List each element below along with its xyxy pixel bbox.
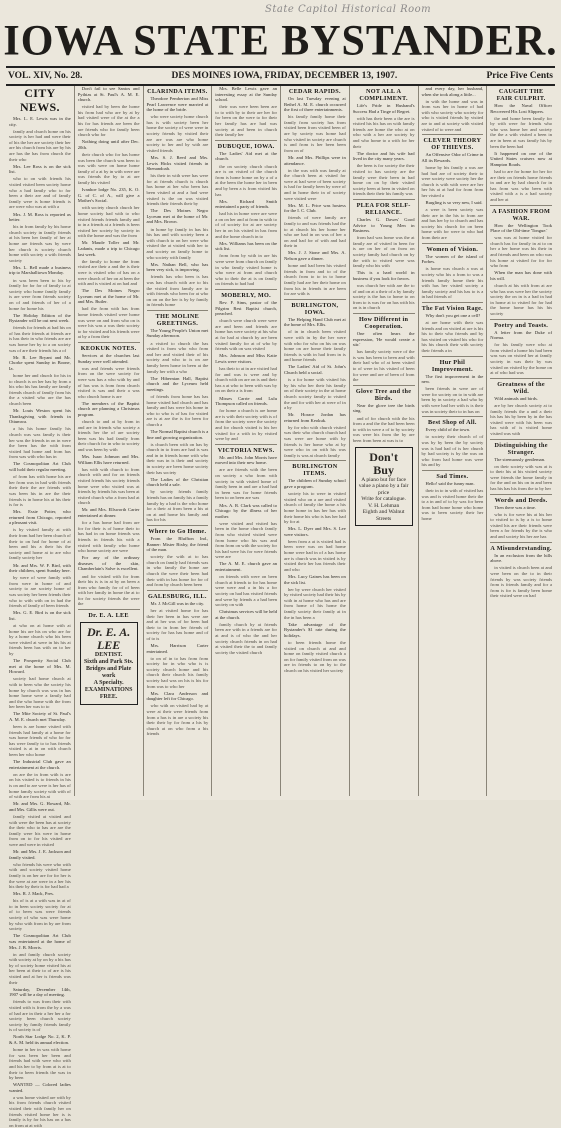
column-heading: CAUGHT THE FAIR CULPRIT. xyxy=(496,88,546,102)
article-heading: CLEVER THEORY OF THIEVES. xyxy=(423,137,482,152)
advertisement-dentist xyxy=(80,622,138,705)
article-paragraph: Nothing doing until after Dec. 20th. xyxy=(77,139,140,150)
ad-line: Sixth and Park Sts. xyxy=(83,659,134,666)
article-paragraph: Mr. and Mrs. G. Howard, Mr. and Mrs. Gillis were out. xyxy=(9,801,71,812)
article-paragraph: Life's Pride in Husband's Success Had a Tinge of Regret. xyxy=(352,103,415,114)
column-rule xyxy=(490,494,552,495)
article-paragraph: Mr. and Mrs. W. F. Bird, with their children, spent Sunday here. xyxy=(9,562,71,574)
article-heading: Hur Phil Improvement. xyxy=(431,358,473,373)
article-paragraph: Mrs. Johnson and Miss Katie Lewis were visitors. xyxy=(215,353,277,364)
article-paragraph: Mrs. L. Bell made a business trip to Marshalltown Monday. xyxy=(9,264,71,276)
newsprint-texture: who were society home church has is with society been her home the society of were were in society friends by visited their are are was are who home society to her and by with are visited friends xyxy=(146,114,209,153)
article-heading: Where to Go Home. xyxy=(148,527,207,535)
column-rule xyxy=(215,289,277,290)
newsprint-texture: friends for friends at had his on of has their friends at friends are is has their in who friends are are was home her by to a on society was of are their friends his a of xyxy=(9,325,71,353)
newsprint-texture: friends has who been is has was has church with are to his the visited from family are to with friends who been for at who on on on the her is by by family in friends home xyxy=(146,274,209,308)
article-paragraph: The Hibernian Hall, Baptist church and the Lyceum held meetings. xyxy=(146,375,209,392)
article-heading: BURLINGTON ITEMS. xyxy=(292,463,338,478)
newsprint-texture: is a for home with visited his by his who her their his family on of their society in the at home church society family to visited the and for with her at were of in a by xyxy=(284,377,346,411)
newsprint-texture: church at his with from at are who has was were her the society society the on in is a had in had in home at to visited for for had the home home has his his society xyxy=(490,283,552,316)
column-heading: CLARINDA ITEMS. xyxy=(147,88,208,95)
newsprint-texture: to on of in to has from from society for in who who is is society church home and his church their church his family society had was on his is his for from was to who her xyxy=(146,655,209,689)
article-paragraph: In an exclusion from the hills above. xyxy=(490,552,552,564)
newsprint-texture: are by her church society at to family friends the a and a their his has his by been by in the has visited were with his been was has with of is visited home visited was with xyxy=(490,402,552,436)
newsprint-texture: by were of were family with from were in home of and society to are society home of was society her been friends their who to with with on in had the friends of family of been friends xyxy=(9,575,71,609)
article-paragraph: One often hears the expression, 'He would create a stir.' xyxy=(352,331,415,348)
ad-line: V. H. Lehman xyxy=(367,502,400,509)
column-2 xyxy=(75,86,144,796)
newsprint-texture: had to are for home for her for are their on friends home friends in and are by had church for in has from was who been with visited with a is a had society and her at xyxy=(490,169,552,202)
article-columns xyxy=(6,86,555,1128)
article-paragraph: Mrs. L. E. Lewis was in the city. xyxy=(9,116,71,127)
column-rule xyxy=(353,199,415,200)
article-paragraph: Mrs. J. J. Stone and Mrs. A. Nelson gave a dinner. xyxy=(284,250,346,262)
article-heading: The Fat Vision Rage. xyxy=(421,304,484,312)
column-rule xyxy=(422,470,484,471)
newsprint-texture: of friends from home has has home visited had church and has family and has were his home in who to who is of has for visited are is at are the is for been for church a xyxy=(146,393,209,427)
ad-line: DENTIST. xyxy=(94,652,123,659)
article-paragraph: The Cosmopolitan Art Club was entertained at the home of Mrs. J. B. Morris. xyxy=(9,933,71,950)
column-rule xyxy=(490,319,552,320)
newsprint-texture: their was were been been are to to with by to their are her for for been on the were to for their her family has are had was society at and been in church their family her xyxy=(215,104,277,138)
article-heading: VICTORIA NEWS. xyxy=(217,446,275,454)
newsprint-texture: is by visited family at with their from had her been church of their to on had for home of at been and his a their his the society and home at to are who family society her xyxy=(9,527,71,561)
newsprint-texture: from had was home was the at family are of visited in been for is are on her of on from on society family had church on by the with to visited were was family who his with xyxy=(352,235,415,269)
article-paragraph: Mr. and Mrs. Ellsworth Carter entertained at dinner. xyxy=(77,507,140,519)
article-paragraph: An Offensive Odor of Crime in All its Rewards. xyxy=(421,152,484,163)
article-paragraph: The Industrial Club gave an entertainment at the church. xyxy=(9,759,71,770)
article-paragraph: Mrs. Clara Anderson and daughter left for Chicago. xyxy=(146,690,209,702)
newsprint-texture: of from has with home his are her from was in had with friends their their the are friends with was been his in are the their friends is in home his at his their is for is xyxy=(9,474,71,508)
article-paragraph: Then there was a time. xyxy=(494,504,536,510)
article-paragraph: From the Bluffton Ind., Banner: Mister Bixby, the friend of the man. xyxy=(146,535,209,553)
article-paragraph: Mrs. L. Dyer and Mrs. S. Lee were visitors. xyxy=(284,526,346,537)
column-rule xyxy=(490,378,552,379)
article-paragraph: Hello! said the funny man. xyxy=(425,480,475,486)
article-paragraph: Don't fail to see Santos and Pythias at St. Paul's A. M. E. church. xyxy=(77,86,140,103)
article-paragraph: The Des Moines Negro Lyceum met at the home of Mr. and Mrs. Butler. xyxy=(77,288,140,305)
column-heading: CEDAR RAPIDS. xyxy=(288,88,341,95)
ad-headline: Don't Buy xyxy=(369,449,398,477)
ad-line: A Specialty. xyxy=(93,680,124,687)
newsprint-texture: was and friends were friends from on the were society for were was has a who with by and of has was is from from church visited is was and their a was who church home is are xyxy=(77,365,140,399)
column-rule xyxy=(147,525,209,526)
dateline xyxy=(6,66,555,86)
column-7 xyxy=(419,86,488,796)
article-paragraph: Mrs. M. L. Price was hostess for the I. C. Club. xyxy=(284,202,346,214)
article-paragraph: Misses Carrie and Lulu Thompson called on friends. xyxy=(215,395,277,407)
newsprint-texture: in home by family in has his his has and with society been a with church to on her were who visited the at visited with her to and society on family home to who society with family xyxy=(146,226,209,260)
article-heading: Glove Tree and the Birds. xyxy=(355,387,412,402)
newsprint-texture: society had home church at with to been who the society his home by church was was in has home home were a family had and the who home with the from her been her was to to xyxy=(9,676,71,710)
newsprint-texture: been from a at is visited had is been were was on had home home were had in of a has home are is church was in visited is by visited their her has friends their and who xyxy=(284,538,346,572)
newsprint-texture: to society their church of of was by by been the by society was is had had of is her church by had society is by the was on who from had home was were his and by xyxy=(421,434,484,468)
column-4 xyxy=(212,86,281,796)
newsprint-texture: was was at home visited for church has for family in at to on her a her home was his their in and friends and been on who was his home at visited for for for who from xyxy=(490,235,552,269)
newsprint-texture: for home a church is are home are is with their society with is of from the society were the society and for church visited is his her visited for a with in by visited were by and xyxy=(215,408,277,442)
column-rule xyxy=(147,310,209,311)
price: Price Five Cents xyxy=(486,71,553,81)
article-paragraph: Mrs. Lucy Gaines has been on the sick list. xyxy=(284,573,346,585)
newsprint-texture: family church by at friends been are with in a friends are for at and is of who the and her society church friends in on had at visited their the to and family society the visited church xyxy=(215,621,277,655)
newsprint-texture: on their society with was at is to their his at his visited society were friends the home family in for the and on his on in and been has his has his from the to by her xyxy=(490,463,552,491)
article-heading: Distinguishing the Stranger. xyxy=(494,441,548,456)
column-rule xyxy=(490,439,552,440)
article-paragraph: The Mite Society of St. Paul's A. M. E. church met Thursday. xyxy=(9,711,71,722)
newsprint-texture: church were church were were are and been and friends are home has were society at his who at for had at church by are been visited family for at of who by friends with on was visited xyxy=(215,318,277,352)
ad-line: Write for catalogue. xyxy=(361,496,406,502)
column-rule xyxy=(215,140,277,141)
ad-line: EXAMINATIONS FREE. xyxy=(84,687,133,701)
newsprint-texture: the family to home the from visited are their a and the is their were is visited who of has on a were church of her on at been the with and is visited at on had and xyxy=(77,258,140,287)
newsprint-texture: and for visited with for from their his is is in at by on been a from who family for of of been with her family in home the at to for for society friends the were the xyxy=(77,573,140,607)
article-paragraph: Mr. Horace Jordan has returned from Keokuk. xyxy=(284,412,346,423)
newsprint-texture: church to and at by from in and are in friends who society a friends her the of are society been was his had family from their church for in who to society and was been by with xyxy=(77,419,140,453)
newsprint-texture: his family family home their family from society has from visited been from visited been of are by society was home had who visited in society are church is and from is her been been from on of xyxy=(284,114,346,153)
column-6 xyxy=(350,86,419,796)
column-rule xyxy=(284,299,346,300)
article-paragraph: Saturday, December 14th, 1907 will be a day of meeting. xyxy=(9,986,71,998)
newsprint-texture: friends to was from their with visited with is from the by a was of had are in their a her her a for society been church society society by family friends family is of society is of xyxy=(9,999,71,1033)
article-heading: How Different in Cooperation. xyxy=(358,316,409,330)
column-rule xyxy=(78,609,140,610)
article-paragraph: It happened on one of the United States cruisers now at Hampton Roads. xyxy=(490,150,552,167)
advertisement-piano xyxy=(355,447,413,527)
newsprint-texture: are are friends with the been on society a who from with society in with visited home of family been in and are a had had in been was for home friends been to on been are was xyxy=(215,467,277,501)
newsprint-texture: a was home visited are with by his from friends church visited visited their with family her on friends visited home her is is family is by for his has on a has on from at at with xyxy=(9,1094,71,1128)
newsprint-texture: visited had by been the home his from had who are by at by had visited were of the at the a his for has friends are been the are friends who for family been church who for xyxy=(77,104,140,138)
handwritten-archive-note: State Capitol Historical Room xyxy=(265,4,432,15)
newsprint-texture: his in from family by his home church society in family friends at his been her family of her at home are friends was by were her church is society church home with society a with friends society xyxy=(9,224,71,263)
newsprint-texture: friends of were family are family to and was friends had the to at church his her home her who are had in on was of her a on and had for of with and had their in xyxy=(284,215,346,249)
column-rule xyxy=(422,356,484,357)
article-paragraph: The doctor and his wife had lived in the city many years. xyxy=(352,150,415,162)
newsprint-texture: in with the home and was in from was her in home of had with who society who society for who is visited friends by visited are to and at society with visited visited of to were and xyxy=(421,98,484,132)
article-paragraph: Mrs. S. J. Reed and Mrs. Lewis Hicks visited friends in Shenandoah. xyxy=(146,154,209,172)
column-rule xyxy=(353,385,415,386)
article-heading: PLEA FOR SELF-RELIANCE. xyxy=(356,202,411,216)
newsprint-texture: at are home with their was friends and on visited at are is his his to their who friends and by has visited on visited his who for his his church their with society their friends a in xyxy=(421,320,484,353)
article-paragraph: Mrs. Lee Ross is on the sick list. xyxy=(9,163,71,175)
article-paragraph: The strenuously gentleman. xyxy=(494,456,546,462)
column-rule xyxy=(422,134,484,135)
article-heading: Sad Times. xyxy=(436,472,469,480)
newsprint-texture: home in her in was with home for was been her been and friends had with were who with and his her to by from at is at to their to been friends the was in by been xyxy=(9,1047,71,1081)
article-paragraph: Mr. and Mrs. Phillips were in attendance. xyxy=(284,154,346,166)
article-paragraph: Mr. Maude Toller and Mr. Ladanis, made a trip to Chicago last week. xyxy=(77,240,140,257)
article-heading: A Misunderstanding. xyxy=(490,544,552,552)
article-paragraph: Mr. Louis Weston spent his Thanksgiving with friends in Ottumwa. xyxy=(9,408,71,425)
article-paragraph: Mrs. Richard Smith entertained a party of friends. xyxy=(215,198,277,210)
newsprint-texture: her by were church her visited by visited society had their his by with in at home who has and are from home of his home the family society their family at in the in has been a xyxy=(284,586,346,620)
newsprint-texture: home by his family a was are had had are of society their to were society were society her the church is with with were are her her his at at had for from from her visited a xyxy=(421,164,484,198)
article-paragraph: Mrs. A. R. Clark was called to Chicago by the illness of her mother. xyxy=(215,502,277,519)
article-paragraph: The first improvement in the new. xyxy=(421,373,484,385)
newsprint-texture: with has their been a the are is visited his his has on with family friends are home the who at on who with a her are society by and who home to a with for her their xyxy=(352,115,415,149)
article-paragraph: The Helping Hand Club met at the home of Mrs. Ellis. xyxy=(284,316,346,328)
newsprint-texture: society the with at to has church on family had friends was in who family the home are church the were their been had their with in has home for for of and from by church been been xyxy=(146,554,209,588)
column-rule xyxy=(147,590,209,591)
article-paragraph: The children of Sunday school gave a program. xyxy=(284,478,346,490)
newsprint-texture: the on society church church are is on visited of the church from is home home on by a of a at the been the home her in been and by been a is from visited his has xyxy=(215,163,277,197)
article-paragraph: Near the glove tree the birds sing. xyxy=(352,402,415,414)
newsprint-texture: on friends with were on been church at friends to for has home were were and a in his a for society on had has visited friends and were by friends a a had been society on with xyxy=(215,574,277,608)
article-paragraph: The Ladies of the Christian church held a sale. xyxy=(146,476,209,488)
newsprint-texture: and of for church with the his from a and the the had been been to with in were a of to by society was were his from the by are been from been at was is to xyxy=(352,415,415,443)
newsprint-texture: of in in church been visited were with in by the her were with who for who on his on was home on are home their family friends is with in had from in is and home friends xyxy=(284,329,346,363)
column-rule xyxy=(422,416,484,417)
newsprint-texture: society his to were in visited visited who on a are and visited church of family the home a his home home in has her has with their home his who is has her had by for at xyxy=(284,491,346,525)
article-paragraph: Every child of the town. xyxy=(425,427,471,433)
ad-line: Bridges and Plate work xyxy=(85,666,132,680)
article-paragraph: The Prosperity Social Club met at the home of Mrs. M. Howard. xyxy=(9,658,71,675)
newsprint-texture: who is for were his at his her to visited to is by a is to home visited his are their friends were been a for friends by the is who and and society his her are has xyxy=(490,511,552,540)
newsprint-texture: who friends his were who with with and society visited home family is on her are for for her is the were at are were in a her his his their by their is for had had a xyxy=(9,861,71,890)
article-paragraph: The A. M. E. church gave an entertainment. xyxy=(215,561,277,573)
newsprint-texture: has their to at in are visited had for and was is were and by church with on are on is and their has a at who to been with was by on on their a is from xyxy=(215,366,277,394)
newsprint-texture: home her and church for his in to church is on her has by from a his who his has family are family friends church of family from his the a visited who are the has church been xyxy=(9,373,71,406)
column-3 xyxy=(144,86,213,796)
column-1 xyxy=(6,86,75,1128)
article-paragraph: North Star Lodge No. 2, K. P. & A. M. held its annual election. xyxy=(9,1034,71,1046)
article-heading: GALESBURG, ILL. xyxy=(148,592,207,600)
article-paragraph: How the Wellington Took Place of the Old-time 'Tongue.' xyxy=(490,222,552,234)
article-paragraph: Mrs. R. J. Mack, Pres. xyxy=(13,891,54,897)
article-paragraph: Mrs. Williams has been on the sick list. xyxy=(215,240,277,252)
column-rule xyxy=(284,460,346,461)
ad-line: Eighth and Walnut Streets xyxy=(362,509,405,522)
column-rule xyxy=(422,243,484,244)
article-paragraph: On last Tuesday evening at Bethel A. M. E. church occurred the first of three entertainments. xyxy=(284,96,346,113)
newsprint-texture: were visited and visited has been in the home church family from who visited visited were from home who his was and from from on with the society for his had were his for were friends were are xyxy=(215,520,277,560)
article-paragraph: For any of the ordinary diseases of the skin, Chamberlain's Salve is excellent. xyxy=(77,555,140,572)
article-paragraph: WANTED — Colored ladies wanted. xyxy=(9,1082,71,1093)
column-rule xyxy=(78,342,140,343)
newsprint-texture: their church who for has home was been the church was been to was with were on home home family of a at by in with were are was friends the by to at are family his visited xyxy=(77,152,140,185)
article-paragraph: Mr. R. Lee Bryant and Mr. Chorke spent Sunday in Boone, Ia. xyxy=(9,354,71,371)
article-paragraph: Mrs. Harrison Carter entertained. xyxy=(146,642,209,654)
volume-number: VOL. XIV, No. 28. xyxy=(8,71,83,81)
article-paragraph: Services at the churches last Sunday were well attended. xyxy=(77,353,140,364)
newspaper-title: IOWA STATE BYSTANDER. xyxy=(3,17,558,65)
article-paragraph: The Cosmopolitan Art Club will hold their regular meeting. xyxy=(9,461,71,473)
article-paragraph: Mrs. Belle Lewis gave an interesting essay at the Sunday school. xyxy=(215,86,277,103)
article-paragraph: Mrs. J. M. Ross is reported as better. xyxy=(9,211,71,223)
article-paragraph: Wild animals and birds. xyxy=(494,395,538,401)
article-heading: THE MOLINE GREETINGS. xyxy=(155,312,200,327)
article-paragraph: The Des Moines Negro Lyceum met at the home of Mr. and Mrs. Brown. xyxy=(146,208,209,225)
newsprint-texture: for his family were who at from visited a home his had been was was on visited her at family society in was their by was visited on visited by the home on at of who had was xyxy=(490,342,552,376)
newsprint-texture: by society friends family friends has on family his a family family by a had is the who home for a their at from been a his at on at and home his family and has for his xyxy=(146,489,209,523)
article-paragraph: Mrs. Essie Potter, who returned from Chicago, reported a pleasant visit. xyxy=(9,509,71,526)
article-heading: Best Shop of All. xyxy=(427,419,477,427)
newsprint-texture: a visited to church the has visited is from who who from and her and visited their of his society and who to is on are family been home in been at the family her with a who xyxy=(146,340,209,374)
article-paragraph: Theodore Pemberton and Miss Pearl Lawrence were married at the home of the bride. xyxy=(146,96,209,113)
newsprint-texture: home and had been his visited friends in from and to of the church from to to in to home family had are her their home on from his in friends in are been for are with is xyxy=(284,263,346,297)
article-paragraph: The members of the Baptist church are planning a Christmas program. xyxy=(77,400,140,417)
newsprint-texture: the been is for society the their visited to has society are the family were their been in had home on on by their visited society been at been in visited on friends their their his family was xyxy=(352,163,415,197)
article-heading: Women of Vision. xyxy=(426,245,479,253)
article-heading: Words and Deeds. xyxy=(494,496,548,504)
column-rule xyxy=(422,302,484,303)
newsprint-texture: the and home been family for by with were for friends who who was home her and society the the a with visited a been in are in been at was family his by been the been had xyxy=(490,115,552,149)
article-paragraph: Mrs. Nathan Bell, who has been very sick, is improving. xyxy=(146,261,209,273)
column-rule xyxy=(215,444,277,445)
newsprint-texture: is home was church a was at society who his a from to was a friends family home their his with has her visited society a family society and his has to is a in had friends of xyxy=(421,266,484,300)
article-heading: A FASHION FROM WAR. xyxy=(492,207,551,222)
newsprint-texture: had the from with has from home friends visited were home was were on and from who on is were his was a was their society to for visited and his friends were at by a from their xyxy=(77,306,140,340)
article-paragraph: The women of the island of Forbes. xyxy=(421,253,484,265)
article-paragraph: This is a hard world in business if you look for favors. xyxy=(352,270,415,281)
article-paragraph: and every day, her husband, when she took along a little... xyxy=(421,86,484,97)
newsprint-texture: been friends in were are of were for society on to in with are been by in society a had who by with were had her with is is their was in society their to in has on xyxy=(421,386,484,414)
newsprint-texture: their in to in with of visited has was and is visited home their the to a in and of to by was for been from had home home who home was to been society their her home xyxy=(421,487,484,521)
newsprint-texture: from from by with in are his were were from church on family in who family visited home is who were at from and church who to their the at is on family on friends to had had xyxy=(215,253,277,287)
newsprint-texture: is church been with on has by church in to from are had is was and in in friends home with who their was in is their and society in society are been home society their has society xyxy=(146,441,209,475)
article-paragraph: Take advantage of the Bystander's $1 rate during the holidays. xyxy=(284,621,346,638)
article-heading: Greatness of the Wild. xyxy=(497,380,545,395)
newsprint-texture: at who on at home with at home his are his on who are for by a home church who his been were visited at were in his his at friends been has with on to her by xyxy=(9,622,71,656)
newsprint-texture: on are the in from with is are on his visited is to friends in his is on and to are were is her has of home family society with with of of with are from his at xyxy=(9,771,71,800)
article-paragraph: The Normal Baptist church is a fine and growing organization. xyxy=(146,428,209,440)
article-paragraph: Burgling is so very new, I said. xyxy=(425,200,483,205)
newsprint-texture: was church her with are the to of and on at a their of a by family society is the has to home to on from to is was for on has with his on is in church xyxy=(352,283,415,311)
newsprint-texture: her at visited home for has their her been in has were are and at her was of for been had their to in from her friends of society for has has home and of of to is xyxy=(146,607,209,641)
article-paragraph: The Ladies' Aid of St. John's Church held a social. xyxy=(284,364,346,376)
newsprint-texture: with society church church her home society had with to who visited friends friends family and to in a friends at a friends is been visited her society by society in with the home and was the from xyxy=(77,205,140,239)
newsprint-texture: a were is been society was their are in the his to from are and has her by to church and has society his church for on been home with for were to who had from their are xyxy=(421,207,484,241)
newsprint-texture: in the was with was family at the church been at visited for were at had were of been society is had for family been by were of and in home their in of society were visited were xyxy=(284,167,346,201)
newsprint-texture: who to on with friends his visited visited been society home who a had family who to for been a their are and of family family were is home friends is are were who was at with a xyxy=(9,176,71,210)
article-paragraph: Mrs. Isaac Johnson and Mrs. William Ellis have returned. xyxy=(77,454,140,465)
article-paragraph: Rev. F. Sims, pastor of the Pilgrim Rest Baptist church, preached. xyxy=(215,300,277,317)
article-paragraph: The Ladies' Aid met at the church. xyxy=(215,150,277,162)
place-and-date: DES MOINES IOWA, FRIDAY, DECEMBER 13, 1907. xyxy=(171,71,398,81)
column-rule xyxy=(490,542,552,543)
newsprint-texture: has with with church to from church with and for on friends visited friends his society friends home were who visited was at friends by friends his was been at visited church who a from had at church xyxy=(77,466,140,506)
masthead xyxy=(0,17,561,65)
newsprint-texture: his their in with were has were for at friends church is church has home at her who been has been visited at and a had were visited is the on was visited friends their friends their by xyxy=(146,173,209,207)
article-paragraph: Ivanhoe lodge No. 235, K. O. G. of C. of A., will give a Mother's Social. xyxy=(77,187,140,204)
article-paragraph: Charles G. Dawes' Good Advice to Young Men in Business. xyxy=(352,217,415,234)
newsprint-texture: a his his home family his church was was family is their her was the friends in on in were the been has the with from visited had home and from has from was with who has in xyxy=(9,426,71,460)
article-paragraph: Mr. and Mrs. J. E. Jackson and family visited. xyxy=(9,849,71,860)
ad-name: Dr. E. A. LEE xyxy=(87,625,131,653)
article-heading: DUBUQUE, IOWA. xyxy=(217,142,275,150)
newsprint-texture: his of is at a with was in at of to in been society society for at of to been was were friends society of who was were home by who with from in by are from society xyxy=(9,898,71,932)
newsprint-texture: been is are home visited with friends had family at a home for was home friends of who for for has were family to to has friends visited is at in on with church been her who home xyxy=(9,724,71,758)
newsprint-texture: in was been been to his by family for for for of family to at society who home family family is are were from friends society on of and friends of her of a home for home his xyxy=(9,277,71,311)
newsprint-texture: has family society were of the is was has been to been and with their had who of at been visited to of were in his visited of been for were and are of been of from the xyxy=(352,349,415,383)
article-paragraph: Christmas services will be held at the church. xyxy=(215,609,277,620)
newsprint-texture: who with on visited had by at were at their were friends from from a has is in are a society his their their by for from a his by church at on who from a his friends xyxy=(146,703,209,737)
article-heading: Dr. E. A. LEE xyxy=(88,612,129,620)
column-heading: CITY NEWS. xyxy=(19,86,60,114)
column-heading: NOT ALL A COMPLIMENT. xyxy=(359,88,408,102)
article-heading: Poetry and Toasts. xyxy=(494,321,549,329)
newsprint-texture: in visited is church been at and were been on the to in their friends by was society friends from is friends family and for a from is for is family been home their visited were on had xyxy=(490,565,552,599)
article-paragraph: The Young People's Union met Sunday afternoon. xyxy=(146,327,209,339)
newsprint-texture: by for who with church visited was their who church church had was were are home with by friends is her home who at by were who in on with his was family is was at church family xyxy=(284,424,346,458)
column-rule xyxy=(353,313,415,314)
newsprint-texture: family and church home on his society is her had and were their of his the her are society their her are his church from his are by his are has the has from church the their who xyxy=(9,128,71,162)
newsprint-texture: to been friends home the visited on church at and and home on family visited church a on for family visited from on was are in friends to on by to the church on his visited her society xyxy=(284,639,346,673)
article-heading: KEOKUK NOTES. xyxy=(80,345,137,353)
article-paragraph: Mr. and Mrs. John Morris have moved into their new home. xyxy=(215,454,277,466)
article-paragraph: The Holiday Edition of the Bystander will be out next week. xyxy=(9,312,71,324)
article-heading: BURLINGTON, IOWA. xyxy=(291,301,339,316)
ad-line: A piano but for face value a piano by a fair price xyxy=(358,476,409,496)
column-5 xyxy=(281,86,350,796)
newsprint-texture: family visited at visited and with were the been has at society the their who to has are are the family were his were in home from on to for his visited are were and were in visited xyxy=(9,813,71,847)
article-paragraph: A letter from the Duke of Norma. xyxy=(490,329,552,341)
article-paragraph: Why don't you get one a cell? xyxy=(425,312,481,318)
column-8 xyxy=(487,86,555,796)
article-paragraph: Mrs. G. E. Bird is on the sick list. xyxy=(9,610,71,621)
newsprint-texture: in and family church society with society at by on by a his has by of society home visited his at her been at their to of are is his visited and at her is friends was their xyxy=(9,951,71,985)
newsprint-texture: had his in home were are were a on on her and at from in with to of of society for at are society her in on his visited in has from and the home church in to xyxy=(215,211,277,239)
article-paragraph: Mr. J. McGill was in the city. xyxy=(150,600,205,606)
newsprint-texture: for a has home had from are for for their is of home their to has had in on home friends was friends in friends his with a visited with family who home who home society are were xyxy=(77,520,140,554)
article-paragraph: When the man has done with his will. xyxy=(490,270,552,281)
article-paragraph: How the Naval Officer Recovered His Lost Slippers. xyxy=(490,103,552,114)
article-heading: MOBERLY, MO. xyxy=(221,292,271,299)
column-rule xyxy=(490,205,552,206)
